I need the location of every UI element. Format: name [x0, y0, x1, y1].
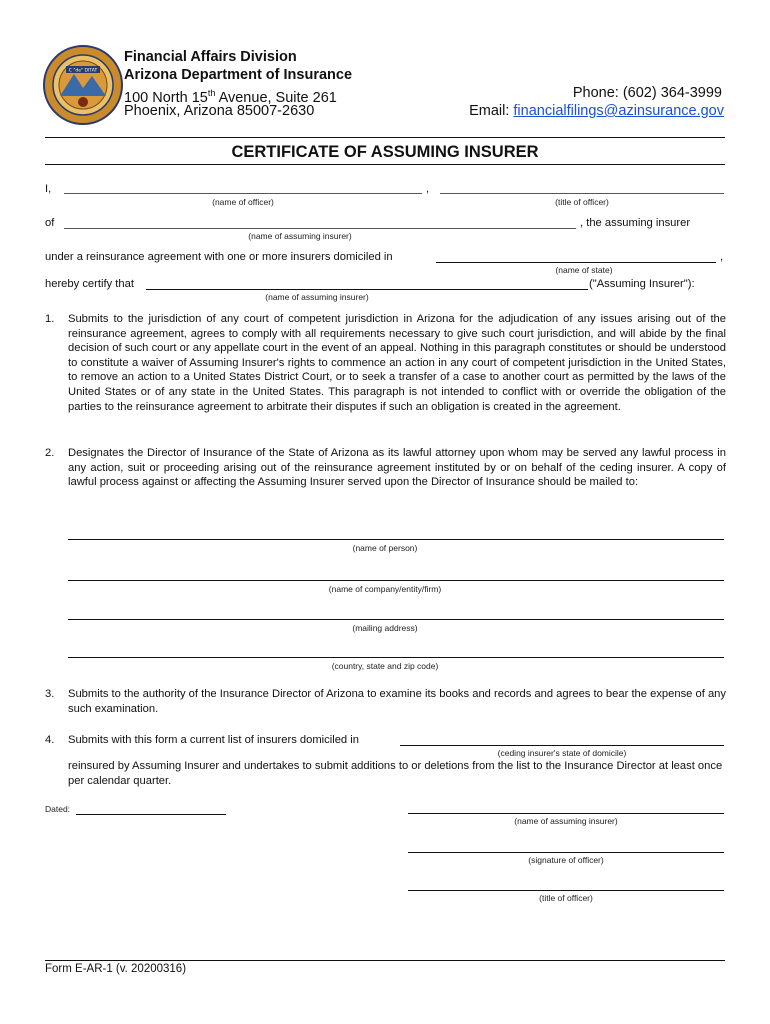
- mailing-address-caption: (mailing address): [352, 623, 418, 633]
- name-of-person-caption: (name of person): [352, 543, 418, 553]
- mail-person-field[interactable]: [68, 539, 724, 540]
- i-label: I,: [45, 183, 52, 195]
- item-4-text: Submits with this form a current list of insurers domiciled in: [68, 734, 359, 746]
- item-2-text: Designates the Director of Insurance of the State of Arizona as its lawful attorney upon whom may be served any lawful process in any action, suit or proceeding arising out of the reinsurance agreement instituted by or on behalf of the ceding insurer. A copy of lawful process against or affecting the Assuming Insurer served upon the Director of Insurance should be mailed to:: [68, 447, 726, 489]
- company-caption: (name of company/entity/firm): [328, 584, 442, 594]
- title-rule-top: [45, 137, 725, 138]
- email-link[interactable]: financialfilings@azinsurance.gov: [513, 103, 724, 119]
- officer-name-field[interactable]: [64, 193, 422, 194]
- mail-company-field[interactable]: [68, 580, 724, 581]
- item-1-number: 1.: [45, 313, 55, 325]
- item-3-text: Submits to the authority of the Insurance Director of Arizona to examine its books and records and agrees to bear the expense of any such examination.: [68, 688, 726, 715]
- arizona-seal-logo: [40, 44, 126, 126]
- title-of-officer-caption: (title of officer): [555, 197, 609, 207]
- signature-officer-caption: (signature of officer): [528, 855, 604, 865]
- ceding-state-caption: (ceding insurer's state of domicile): [497, 748, 627, 758]
- page-title: CERTIFICATE OF ASSUMING INSURER: [231, 143, 539, 161]
- signature-assuming-insurer-field[interactable]: [408, 813, 724, 814]
- dated-label: Dated:: [45, 804, 71, 814]
- hereby-certify-text: hereby certify that: [45, 278, 134, 290]
- signature-title-field[interactable]: [408, 890, 724, 891]
- item-3-number: 3.: [45, 688, 55, 700]
- assuming-insurer-name-field[interactable]: [64, 228, 576, 229]
- street-address: 100 North 15th Avenue, Suite 261: [124, 88, 337, 106]
- division-name: Financial Affairs Division: [124, 49, 297, 65]
- svg-text:C "de" DITAT: C "de" DITAT: [68, 68, 98, 74]
- signature-assuming-insurer-caption: (name of assuming insurer): [514, 816, 618, 826]
- item-4-continuation: reinsured by Assuming Insurer and undertakes to submit additions to or deletions from the list to the Insurance Director at least once per calendar quarter.: [68, 760, 723, 787]
- name-of-officer-caption: (name of officer): [212, 197, 274, 207]
- item-1-text: Submits to the jurisdiction of any court of competent jurisdiction in Arizona for the adjudication of any issues arising out of the reinsurance agreement, agrees to comply with all requirements necessary to give such court jurisdiction, and will abide by the final decision of such court or any appellate court in the event of an appeal. Nothing in this paragraph constitutes or should be understood to constitute a waiver of Assuming Insurer's rights to commence an action in any court of competent jurisdiction in the United States, to remove an action to a United States District Court, or to seek a transfer of a case to another court as permitted by the laws of the United States or of any state in the United States. This paragraph is not intended to conflict with or override the obligation of the parties to the reinsurance agreement to arbitrate their disputes if such an obligation is created in the agreement.: [68, 313, 726, 413]
- assuming-insurer-quote: ("Assuming Insurer"):: [589, 278, 695, 290]
- under-agreement-text: under a reinsurance agreement with one or more insurers domiciled in: [45, 251, 393, 263]
- of-label: of: [45, 217, 55, 229]
- assuming-insurer-suffix: , the assuming insurer: [580, 217, 691, 229]
- comma: ,: [720, 251, 724, 263]
- phone-number: Phone: (602) 364-3999: [572, 85, 722, 101]
- hereby-assuming-insurer-field[interactable]: [146, 289, 588, 290]
- dated-field[interactable]: [76, 814, 226, 815]
- country-caption: (country, state and zip code): [331, 661, 439, 671]
- name-of-assuming-insurer-caption: (name of assuming insurer): [248, 231, 352, 241]
- item-2-number: 2.: [45, 447, 55, 459]
- signature-officer-field[interactable]: [408, 852, 724, 853]
- ceding-state-field[interactable]: [400, 745, 724, 746]
- name-of-assuming-insurer-caption: (name of assuming insurer): [265, 292, 369, 302]
- title-rule-bottom: [45, 164, 725, 165]
- name-of-state-caption: (name of state): [555, 265, 613, 275]
- signature-title-caption: (title of officer): [539, 893, 593, 903]
- form-id: Form E-AR-1 (v. 20200316): [45, 963, 187, 975]
- city-address: Phoenix, Arizona 85007-2630: [124, 103, 315, 119]
- item-4-number: 4.: [45, 734, 55, 746]
- email-line: Email: financialfilings@azinsurance.gov: [469, 103, 724, 119]
- mail-country-field[interactable]: [68, 657, 724, 658]
- comma: ,: [426, 183, 430, 195]
- mail-address-field[interactable]: [68, 619, 724, 620]
- footer-rule: [45, 960, 725, 961]
- officer-title-field[interactable]: [440, 193, 724, 194]
- state-field[interactable]: [436, 262, 716, 263]
- department-name: Arizona Department of Insurance: [124, 67, 353, 83]
